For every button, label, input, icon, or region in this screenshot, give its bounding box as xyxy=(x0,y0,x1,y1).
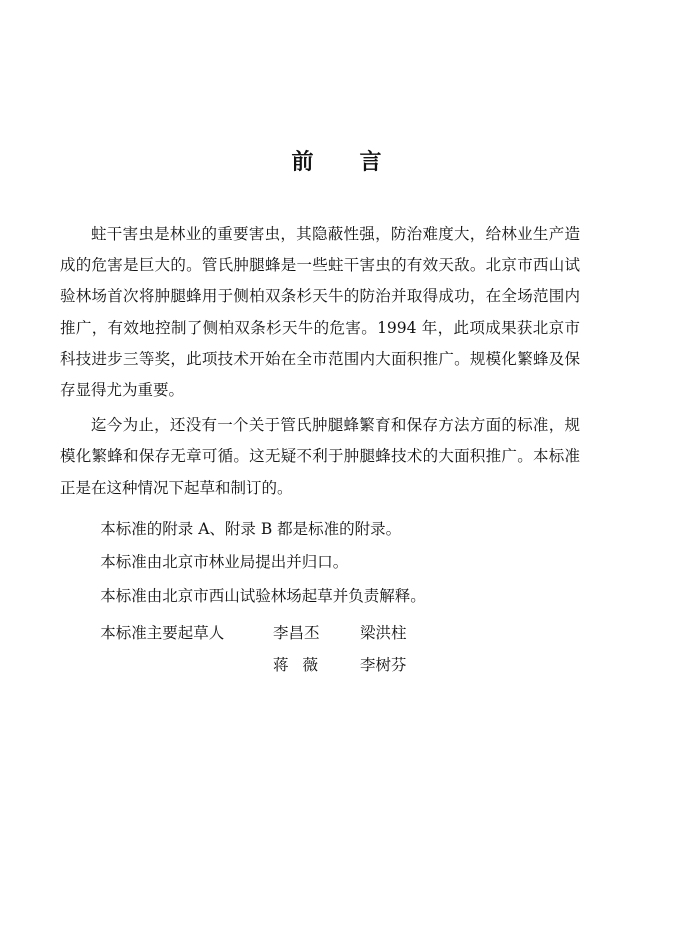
foreword-body xyxy=(60,219,580,504)
statement-drafter: 本标准由北京市西山试验林场起草并负责解释。 xyxy=(100,587,426,605)
drafter-name: 蒋薇 xyxy=(273,656,332,674)
title-char-2: 言 xyxy=(359,150,382,175)
title-char-1: 前 xyxy=(291,150,314,175)
statement-proposer: 本标准由北京市林业局提出并归口。 xyxy=(100,553,349,571)
paragraph-2: 迄今为止，还没有一个关于管氏肿腿蜂繁育和保存方法方面的标准，规模化繁蜂和保存无章可循。这无疑不利于肿腿蜂技术的大面积推广。本标准正是在这种情况下起草和制订的。 xyxy=(60,416,580,497)
statement-appendix: 本标准的附录 A、附录 B 都是标准的附录。 xyxy=(100,520,402,538)
paragraph-1: 蛀干害虫是林业的重要害虫，其隐蔽性强，防治难度大，给林业生产造成的危害是巨大的。管氏肿腿蜂是一些蛀干害虫的有效天敌。北京市西山试验林场首次将肿腿蜂用于侧柏双条杉天牛的防治并取得成功，在全场范围内推广，有效地控制了侧柏双条杉天牛的危害。1994 年，此项成果获北京市科技进步三等奖，此项技术开始在全市范围内大面积推广。规模化繁蜂及保存显得尤为重要。 xyxy=(60,225,580,400)
drafter-name: 梁洪柱 xyxy=(360,624,407,642)
drafter-name: 李树芬 xyxy=(360,656,407,674)
drafters-label: 本标准主要起草人 xyxy=(100,624,225,642)
drafter-name: 李昌丕 xyxy=(273,624,320,642)
page-title xyxy=(0,145,673,176)
